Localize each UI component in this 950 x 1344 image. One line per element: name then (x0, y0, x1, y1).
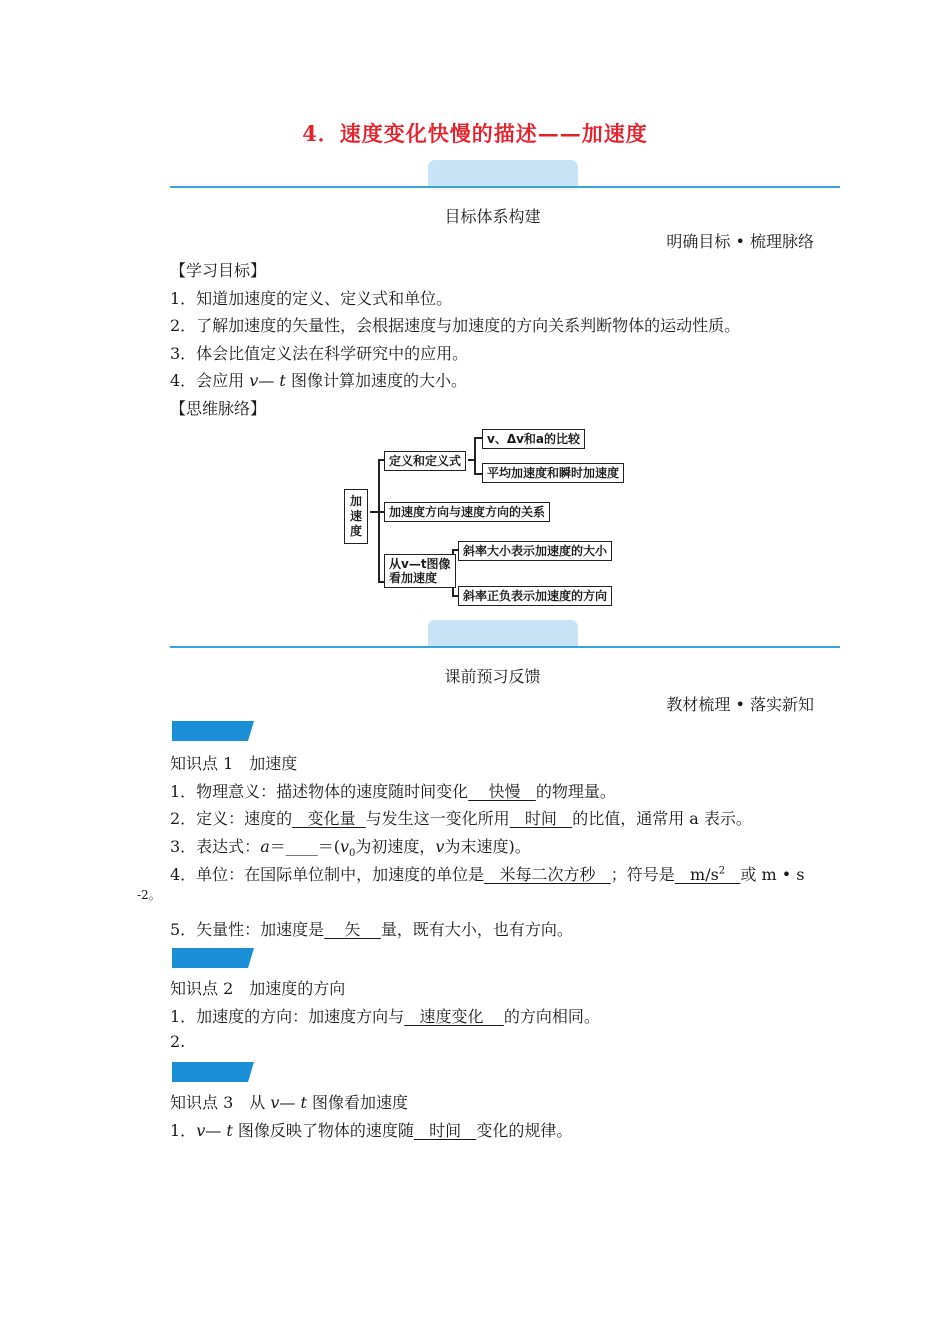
goal-item: 1．知道加速度的定义、定义式和单位。 (170, 289, 453, 308)
kp1-line-meaning: 1．物理意义：描述物体的速度随时间变化 快慢 的物理量。 (170, 782, 616, 801)
mindmap-root: 加速度 (344, 489, 368, 544)
kp1-line-unit-wrap: -2。 (137, 888, 161, 902)
mindmap-leaf-slope-size: 斜率大小表示加速度的大小 (458, 541, 612, 561)
page-title: 4．速度变化快慢的描述——加速度 (302, 121, 648, 146)
mind-map (340, 425, 640, 610)
mindmap-branch-definition: 定义和定义式 (384, 451, 466, 471)
section-subheading-preview: 教材梳理 • 落实新知 (666, 695, 814, 714)
knowledge-tag-icon (172, 721, 254, 741)
mindmap-leaf-slope-sign: 斜率正负表示加速度的方向 (458, 586, 612, 606)
kp1-line-unit: 4．单位：在国际单位制中，加速度的单位是 米每二次方秒 ；符号是 $m/s^2$ 或 m • s (170, 865, 805, 884)
kp1-line-vector: 5．矢量性：加速度是 矢 量，既有大小，也有方向。 (170, 920, 573, 939)
knowledge-point-title: 知识点 3 从 v— t 图像看加速度 (170, 1093, 409, 1112)
section-subheading-goals: 明确目标 • 梳理脉络 (666, 232, 814, 251)
goal-item: 3．体会比值定义法在科学研究中的应用。 (170, 344, 469, 363)
section-tab-decoration (428, 160, 578, 186)
knowledge-tag-icon (172, 1062, 254, 1082)
mindmap-leaf-average-instant: 平均加速度和瞬时加速度 (482, 463, 624, 483)
mindmap-branch-vt-graph: 从v—t图像 看加速度 (384, 554, 456, 588)
mindmap-label: 【思维脉络】 (170, 399, 267, 418)
kp1-line-formula: 3．表达式：$a=\_\_\_\_=(v_0$为初速度，v为末速度)。 (170, 837, 531, 860)
section-divider (170, 646, 840, 648)
section-heading-preview: 课前预习反馈 (444, 667, 541, 686)
goals-label: 【学习目标】 (170, 261, 267, 280)
mindmap-branch-direction: 加速度方向与速度方向的关系 (384, 502, 550, 522)
kp3-line-1: 1．v— t 图像反映了物体的速度随 时间 变化的规律。 (170, 1121, 573, 1140)
section-heading-goals: 目标体系构建 (444, 207, 541, 226)
kp2-line-2: 2. (170, 1032, 186, 1051)
kp1-line-definition: 2．定义：速度的 变化量 与发生这一变化所用 时间 的比值，通常用 a 表示。 (170, 809, 752, 828)
goal-item: 2．了解加速度的矢量性，会根据速度与加速度的方向关系判断物体的运动性质。 (170, 316, 741, 335)
knowledge-point-title: 知识点 2 加速度的方向 (170, 979, 346, 998)
knowledge-point-title: 知识点 1 加速度 (170, 754, 298, 773)
kp2-line-direction: 1．加速度的方向：加速度方向与 速度变化 的方向相同。 (170, 1007, 600, 1026)
section-divider (170, 186, 840, 188)
mindmap-leaf-comparison: v、Δv和a的比较 (482, 429, 585, 449)
section-tab-decoration (428, 620, 578, 646)
goal-item: 4．会应用 v— t 图像计算加速度的大小。 (170, 371, 467, 390)
knowledge-tag-icon (172, 948, 254, 968)
